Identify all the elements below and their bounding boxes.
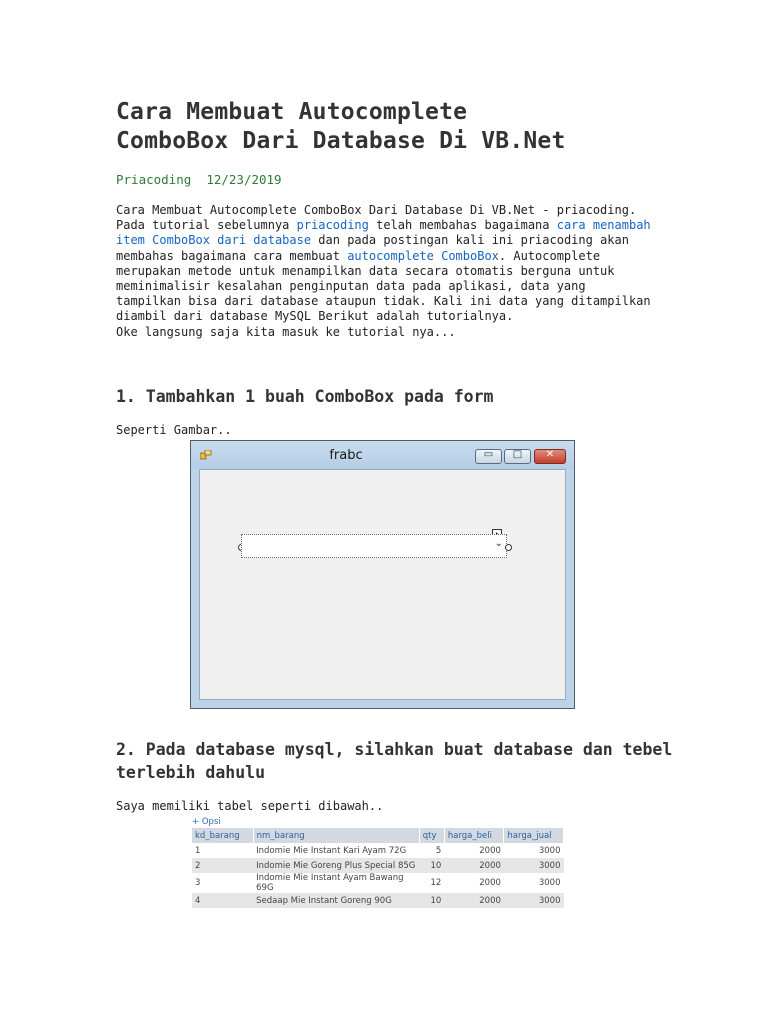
column-header[interactable]: nm_barang — [253, 828, 419, 843]
step-2-text: Saya memiliki tabel seperti dibawah.. — [116, 799, 384, 813]
table-row — [192, 873, 564, 893]
table-header-row — [192, 828, 564, 843]
table-cell: 2000 — [444, 858, 504, 873]
table-cell: Sedaap Mie Instant Goreng 90G — [253, 893, 419, 908]
table-cell: 2000 — [444, 873, 504, 893]
author-link[interactable]: Priacoding — [116, 172, 192, 187]
table-cell: 2000 — [444, 843, 504, 858]
table-cell: Indomie Mie Goreng Plus Special 85G — [253, 858, 419, 873]
barang-table — [192, 828, 564, 908]
table-cell: 1 — [192, 843, 253, 858]
intro-text-1: Cara Membuat Autocomplete ComboBox Dari Database Di VB.Net - priacoding. Pada tutorial sebelumnya — [116, 203, 637, 233]
table-row — [192, 843, 564, 858]
db-table-screenshot — [192, 816, 564, 908]
combobox-control[interactable] — [241, 534, 507, 558]
column-header[interactable]: harga_beli — [444, 828, 504, 843]
table-row — [192, 893, 564, 908]
table-cell: 10 — [419, 893, 444, 908]
intro-text-5: Oke langsung saja kita masuk ke tutorial nya... — [116, 324, 456, 339]
article-title — [116, 98, 676, 156]
table-cell: 3000 — [504, 843, 564, 858]
intro-text-4: . Autocomplete merupakan metode untuk menampilkan data secara otomatis berguna untuk meminimalisir kesalahan penginputan data pada aplikasi, data yang tampilkan bisa dari database ataupun tidak. Kali ini data yang ditampilkan diambil dari database MySQL Berikut adalah tutorialnya. — [116, 248, 651, 324]
table-cell: 3000 — [504, 873, 564, 893]
window-titlebar — [191, 441, 574, 469]
close-button[interactable] — [534, 449, 566, 464]
article-meta — [116, 172, 282, 187]
table-cell: 12 — [419, 873, 444, 893]
maximize-icon: □ — [512, 449, 523, 460]
intro-text-2: telah membahas bagaimana — [368, 218, 557, 233]
table-cell: 3000 — [504, 858, 564, 873]
table-cell: 4 — [192, 893, 253, 908]
chevron-down-icon[interactable]: ⌄ — [494, 538, 503, 549]
close-icon: ✕ — [545, 449, 555, 460]
step-1-heading: 1. Tambahkan 1 buah ComboBox pada form — [116, 387, 494, 406]
article-title-line-1: Cara Membuat Autocomplete — [116, 99, 468, 125]
step-1-text: Seperti Gambar.. — [116, 423, 232, 437]
column-header[interactable]: harga_jual — [504, 828, 564, 843]
resize-handle-right[interactable] — [505, 544, 512, 551]
table-cell: 5 — [419, 843, 444, 858]
column-header[interactable]: qty — [419, 828, 444, 843]
table-cell: 2000 — [444, 893, 504, 908]
autocomplete-combobox-link[interactable]: autocomplete ComboBox — [347, 248, 499, 263]
maximize-button[interactable] — [504, 449, 531, 464]
table-cell: 2 — [192, 858, 253, 873]
table-row — [192, 858, 564, 873]
form-window-screenshot — [190, 440, 575, 709]
minimize-button[interactable] — [475, 449, 502, 464]
table-cell: 10 — [419, 858, 444, 873]
window-caption: frabc — [329, 448, 363, 463]
post-date: 12/23/2019 — [206, 172, 282, 187]
article-title-line-2: ComboBox Dari Database Di VB.Net — [116, 128, 566, 154]
priacoding-link[interactable]: priacoding — [296, 218, 369, 233]
form-client-area — [199, 469, 566, 700]
intro-paragraph — [116, 203, 656, 340]
table-cell: Indomie Mie Instant Kari Ayam 72G — [253, 843, 419, 858]
table-cell: 3 — [192, 873, 253, 893]
step-2-heading: 2. Pada database mysql, silahkan buat database dan tebel terlebih dahulu — [116, 740, 673, 782]
opsi-link[interactable]: + Opsi — [192, 817, 221, 827]
minimize-icon: ▭ — [483, 449, 494, 460]
table-cell: Indomie Mie Instant Ayam Bawang 69G — [253, 873, 419, 893]
column-header[interactable]: kd_barang — [192, 828, 253, 843]
table-cell: 3000 — [504, 893, 564, 908]
intro-text-3: dan pada postingan kali ini priacoding akan membahas bagaimana cara membuat — [116, 233, 629, 263]
combobox-item-link[interactable]: cara menambah item ComboBox dari database — [116, 218, 651, 248]
